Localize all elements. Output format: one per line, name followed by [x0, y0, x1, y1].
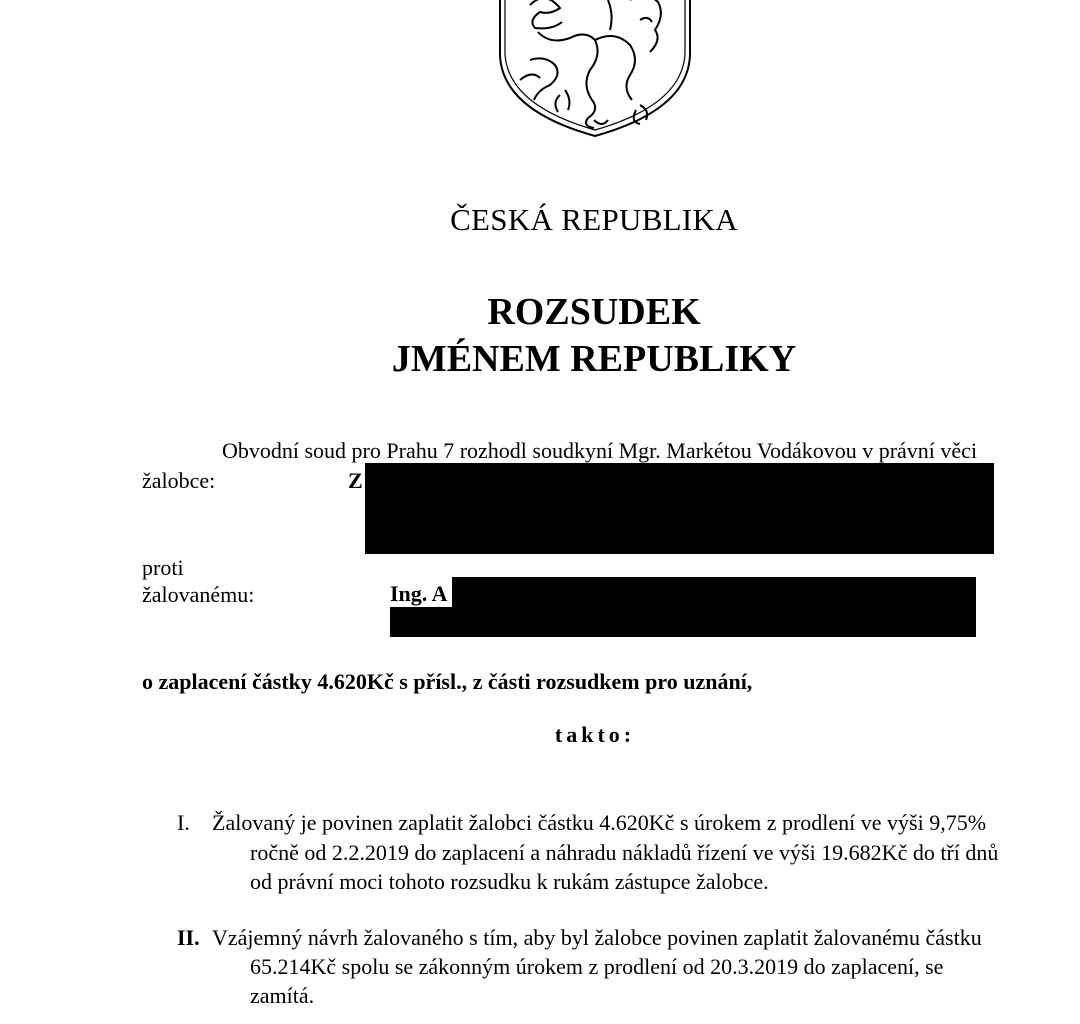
verdict-2-numeral: II.: [177, 925, 200, 950]
document-title: ROZSUDEK: [487, 291, 701, 333]
verdict-1-line-1: Žalovaný je povinen zaplatit žalobci částku 4.620Kč s úrokem z prodlení ve výši 9,75%: [212, 810, 987, 835]
verdict-2-line-3: zamítá.: [250, 983, 315, 1008]
plaintiff-label: žalobce:: [142, 468, 216, 493]
defendant-redaction: [452, 577, 976, 637]
verdict-2-line-1: Vzájemný návrh žalovaného s tím, aby byl žalobce povinen zaplatit žalovanému částku: [212, 925, 982, 950]
defendant-label: žalovanému:: [142, 582, 255, 607]
plaintiff-name: Z: [348, 468, 363, 493]
defendant-redaction-tail: [390, 607, 482, 637]
plaintiff-redaction: [365, 463, 994, 554]
verdict-2-line-2: 65.214Kč spolu se zákonným úrokem z prodlení od 20.3.2019 do zaplacení, se: [250, 954, 944, 979]
verdict-1-line-3: od právní moci tohoto rozsudku k rukám zástupce žalobce.: [250, 869, 769, 894]
case-subject: o zaplacení částky 4.620Kč s přísl., z části rozsudkem pro uznání,: [142, 669, 753, 694]
takto-heading: takto:: [554, 722, 636, 747]
document-subtitle: JMÉNEM REPUBLIKY: [391, 338, 797, 380]
verdict-1-line-2: ročně od 2.2.2019 do zaplacení a náhradu nákladů řízení ve výši 19.682Kč do tří dnů: [250, 840, 999, 865]
intro-paragraph: Obvodní soud pro Prahu 7 rozhodl soudkyní Mgr. Markétou Vodákovou v právní věci: [222, 438, 978, 463]
defendant-name: Ing. A: [390, 581, 448, 606]
country-heading: ČESKÁ REPUBLIKA: [450, 202, 738, 237]
czech-lion-coat-of-arms-icon: [490, 0, 700, 140]
against-label: proti: [142, 555, 184, 580]
verdict-1-numeral: I.: [177, 810, 190, 835]
